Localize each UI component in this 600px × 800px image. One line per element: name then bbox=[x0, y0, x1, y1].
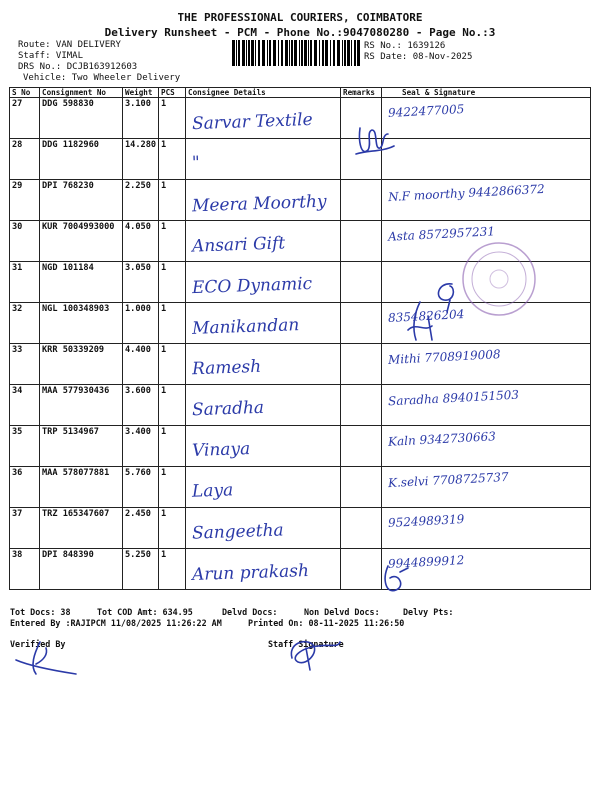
serial-number: 27 bbox=[10, 98, 40, 139]
signature-handwriting: Mithi 7708919008 bbox=[387, 347, 501, 367]
serial-number: 28 bbox=[10, 139, 40, 180]
weight: 3.050 bbox=[123, 262, 159, 303]
barcode-bar bbox=[337, 40, 340, 66]
consignee-handwriting: Ansari Gift bbox=[191, 233, 286, 257]
consignee-handwriting: Laya bbox=[191, 480, 234, 502]
vehicle-label: Vehicle: Two Wheeler Delivery bbox=[23, 73, 181, 83]
rs-number: RS No.: 1639126 bbox=[364, 41, 446, 51]
barcode-bar bbox=[273, 40, 276, 66]
barcode-bar bbox=[322, 40, 324, 66]
remarks bbox=[341, 385, 382, 426]
pieces: 1 bbox=[159, 221, 186, 262]
consignment-number: NGD 101184 bbox=[40, 262, 123, 303]
pieces: 1 bbox=[159, 385, 186, 426]
table-row bbox=[10, 180, 591, 221]
remarks bbox=[341, 467, 382, 508]
barcode-bar bbox=[267, 40, 268, 66]
consignee-handwriting: Sarvar Textile bbox=[191, 109, 313, 135]
consignee-handwriting: Meera Moorthy bbox=[191, 191, 327, 217]
signature-handwriting: N.F moorthy 9442866372 bbox=[387, 181, 546, 205]
consignee-handwriting: Saradha bbox=[191, 397, 265, 421]
seal-signature bbox=[382, 385, 591, 426]
pieces: 1 bbox=[159, 262, 186, 303]
table-row bbox=[10, 139, 591, 180]
company-title: THE PROFESSIONAL COURIERS, COIMBATORE bbox=[177, 11, 423, 24]
barcode-bar bbox=[281, 40, 283, 66]
pieces: 1 bbox=[159, 98, 186, 139]
column-header: Remarks bbox=[341, 88, 382, 98]
runsheet-table bbox=[9, 87, 591, 590]
serial-number: 33 bbox=[10, 344, 40, 385]
column-header: Seal & Signature bbox=[382, 88, 591, 98]
barcode-bar bbox=[347, 40, 350, 66]
seal-signature bbox=[382, 180, 591, 221]
barcode-bar bbox=[262, 40, 265, 66]
weight: 14.280 bbox=[123, 139, 159, 180]
barcode-bar bbox=[310, 40, 312, 66]
barcode-bar bbox=[330, 40, 331, 66]
seal-signature bbox=[382, 467, 591, 508]
weight: 3.400 bbox=[123, 426, 159, 467]
barcode-bar bbox=[308, 40, 309, 66]
weight: 5.760 bbox=[123, 467, 159, 508]
route-label: Route: VAN DELIVERY bbox=[18, 40, 121, 50]
barcode-bar bbox=[294, 40, 297, 66]
barcode-bar bbox=[351, 40, 352, 66]
seal-signature bbox=[382, 139, 591, 180]
column-header: Consignee Details bbox=[186, 88, 341, 98]
seal-signature bbox=[382, 508, 591, 549]
consignee-handwriting: Sangeetha bbox=[191, 520, 284, 544]
consignment-number: DDG 598830 bbox=[40, 98, 123, 139]
remarks bbox=[341, 262, 382, 303]
consignee-details bbox=[186, 385, 341, 426]
serial-number: 37 bbox=[10, 508, 40, 549]
barcode-bar bbox=[357, 40, 360, 66]
remarks bbox=[341, 303, 382, 344]
barcode-bar bbox=[314, 40, 317, 66]
table-row bbox=[10, 426, 591, 467]
table-row bbox=[10, 549, 591, 590]
consignee-handwriting: Manikandan bbox=[191, 315, 300, 339]
remarks bbox=[341, 426, 382, 467]
pieces: 1 bbox=[159, 426, 186, 467]
barcode-bar bbox=[354, 40, 356, 66]
signature-handwriting: 9524989319 bbox=[387, 512, 465, 530]
barcode-bar bbox=[251, 40, 254, 66]
consignee-details bbox=[186, 221, 341, 262]
weight: 3.600 bbox=[123, 385, 159, 426]
barcode-bar bbox=[246, 40, 247, 66]
seal-signature bbox=[382, 344, 591, 385]
verifier-signature bbox=[10, 640, 84, 678]
entered-by: Entered By :RAJIPCM 11/08/2025 11:26:22 AM bbox=[10, 618, 222, 628]
seal-signature bbox=[382, 98, 591, 139]
table-header-row bbox=[10, 88, 591, 98]
consignee-details bbox=[186, 549, 341, 590]
table-row bbox=[10, 385, 591, 426]
signature-handwriting: K.selvi 7708725737 bbox=[387, 469, 509, 491]
consignment-number: KUR 7004993000 bbox=[40, 221, 123, 262]
table-row bbox=[10, 98, 591, 139]
barcode-bar bbox=[304, 40, 307, 66]
consignee-handwriting: Arun prakash bbox=[191, 560, 310, 586]
table-row bbox=[10, 467, 591, 508]
weight: 4.400 bbox=[123, 344, 159, 385]
drs-number: DRS No.: DCJB163912603 bbox=[18, 62, 138, 72]
serial-number: 38 bbox=[10, 549, 40, 590]
consignee-handwriting: Vinaya bbox=[191, 438, 251, 462]
consignee-handwriting: " bbox=[191, 152, 201, 174]
signature-handwriting: Asta 8572957231 bbox=[387, 224, 496, 244]
signature-handwriting: Saradha 8940151503 bbox=[387, 387, 520, 409]
total-cod-amount: Tot COD Amt: 634.95 bbox=[97, 607, 193, 617]
consignment-number: NGL 100348903 bbox=[40, 303, 123, 344]
seal-signature-scribble bbox=[380, 560, 416, 600]
barcode-bar bbox=[269, 40, 271, 66]
consignment-number: TRZ 165347607 bbox=[40, 508, 123, 549]
consignment-number: MAA 577930436 bbox=[40, 385, 123, 426]
total-docs: Tot Docs: 38 bbox=[10, 607, 71, 617]
table-row bbox=[10, 344, 591, 385]
barcode-bar bbox=[333, 40, 335, 66]
printed-on: Printed On: 08-11-2025 11:26:50 bbox=[248, 618, 405, 628]
weight: 5.250 bbox=[123, 549, 159, 590]
barcode-bar bbox=[236, 40, 237, 66]
consignee-details bbox=[186, 426, 341, 467]
serial-number: 34 bbox=[10, 385, 40, 426]
signature-handwriting: Kaln 9342730663 bbox=[387, 429, 497, 449]
barcode-bar bbox=[325, 40, 328, 66]
serial-number: 36 bbox=[10, 467, 40, 508]
weight: 3.100 bbox=[123, 98, 159, 139]
consignee-details bbox=[186, 344, 341, 385]
remarks bbox=[341, 221, 382, 262]
pieces: 1 bbox=[159, 139, 186, 180]
runsheet-subtitle: Delivery Runsheet - PCM - Phone No.:9047080280 - Page No.:3 bbox=[104, 26, 496, 39]
weight: 1.000 bbox=[123, 303, 159, 344]
consignee-details bbox=[186, 467, 341, 508]
remarks bbox=[341, 344, 382, 385]
consignment-number: KRR 50339209 bbox=[40, 344, 123, 385]
barcode-bar bbox=[242, 40, 245, 66]
company-seal-stamp bbox=[460, 240, 538, 318]
serial-number: 29 bbox=[10, 180, 40, 221]
seal-signature-scribble bbox=[402, 300, 442, 346]
seal-signature bbox=[382, 426, 591, 467]
consignment-number: MAA 578077881 bbox=[40, 467, 123, 508]
barcode-bar bbox=[344, 40, 346, 66]
consignee-details bbox=[186, 262, 341, 303]
consignee-details bbox=[186, 98, 341, 139]
consignment-number: TRP 5134967 bbox=[40, 426, 123, 467]
barcode-bar bbox=[291, 40, 293, 66]
verified-by-label: Verified By bbox=[10, 639, 66, 649]
pieces: 1 bbox=[159, 344, 186, 385]
barcode-bar bbox=[255, 40, 256, 66]
barcode-bar bbox=[289, 40, 290, 66]
consignee-details bbox=[186, 139, 341, 180]
barcode-bar bbox=[238, 40, 240, 66]
column-header: S No bbox=[10, 88, 40, 98]
seal-signature-scribble bbox=[352, 120, 398, 162]
barcode bbox=[232, 40, 360, 66]
consignee-details bbox=[186, 303, 341, 344]
consignment-number: DDG 1182960 bbox=[40, 139, 123, 180]
barcode-bar bbox=[342, 40, 343, 66]
barcode-bar bbox=[285, 40, 288, 66]
barcode-bar bbox=[258, 40, 260, 66]
weight: 4.050 bbox=[123, 221, 159, 262]
consignee-handwriting: ECO Dynamic bbox=[191, 273, 313, 299]
remarks bbox=[341, 508, 382, 549]
column-header: Consignment No bbox=[40, 88, 123, 98]
weight: 2.250 bbox=[123, 180, 159, 221]
staff-label: Staff: VIMAL bbox=[18, 51, 84, 61]
table-row bbox=[10, 508, 591, 549]
consignment-number: DPI 848390 bbox=[40, 549, 123, 590]
signature-handwriting: 9944899912 bbox=[387, 553, 465, 571]
consignment-number: DPI 768230 bbox=[40, 180, 123, 221]
pieces: 1 bbox=[159, 180, 186, 221]
delivery-points: Delvy Pts: bbox=[403, 607, 454, 617]
serial-number: 35 bbox=[10, 426, 40, 467]
consignee-details bbox=[186, 508, 341, 549]
pieces: 1 bbox=[159, 303, 186, 344]
barcode-bar bbox=[319, 40, 320, 66]
consignee-handwriting: Ramesh bbox=[191, 356, 262, 380]
pieces: 1 bbox=[159, 549, 186, 590]
consignee-details bbox=[186, 180, 341, 221]
remarks bbox=[341, 180, 382, 221]
pieces: 1 bbox=[159, 508, 186, 549]
barcode-bar bbox=[248, 40, 250, 66]
rs-date: RS Date: 08-Nov-2025 bbox=[364, 52, 473, 62]
column-header: Weight bbox=[123, 88, 159, 98]
remarks bbox=[341, 549, 382, 590]
weight: 2.450 bbox=[123, 508, 159, 549]
signature-handwriting: 8354826204 bbox=[387, 307, 465, 325]
serial-number: 32 bbox=[10, 303, 40, 344]
serial-number: 31 bbox=[10, 262, 40, 303]
barcode-bar bbox=[232, 40, 235, 66]
serial-number: 30 bbox=[10, 221, 40, 262]
barcode-bar bbox=[299, 40, 300, 66]
delivered-docs: Delvd Docs: bbox=[222, 607, 278, 617]
pieces: 1 bbox=[159, 467, 186, 508]
barcode-bar bbox=[301, 40, 303, 66]
staff-signature-scribble bbox=[278, 632, 348, 672]
staff-signature-label: Staff Signature bbox=[268, 639, 344, 649]
non-delivered-docs: Non Delvd Docs: bbox=[304, 607, 380, 617]
barcode-bar bbox=[278, 40, 279, 66]
column-header: PCS bbox=[159, 88, 186, 98]
signature-handwriting: 9422477005 bbox=[387, 102, 465, 120]
